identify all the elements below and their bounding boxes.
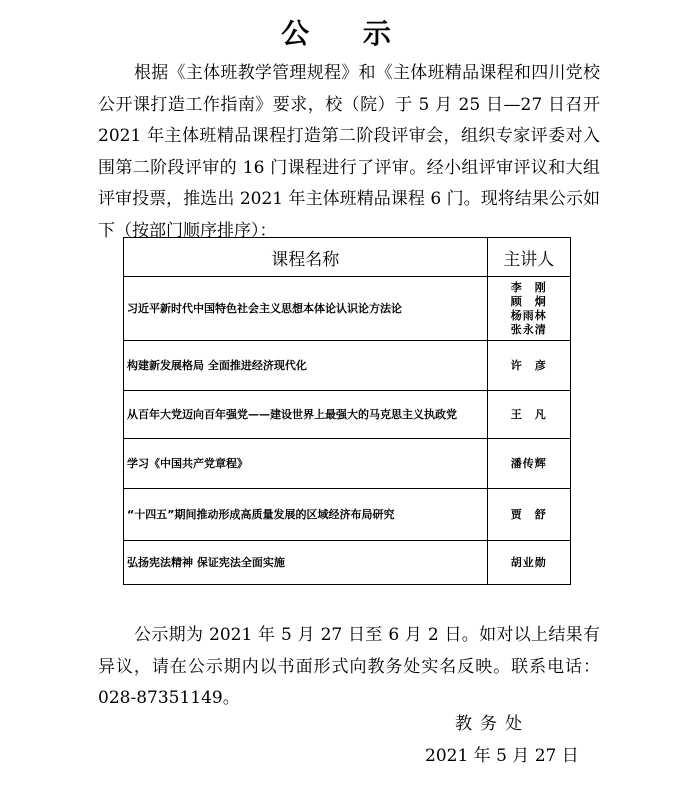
notice-title: 公 示: [281, 17, 413, 50]
lecturer-cell: [487, 439, 570, 489]
lecturer-cell: [487, 541, 570, 585]
course-name: 习近平新时代中国特色社会主义思想本体论认识论方法论: [124, 277, 488, 341]
course-name: 从百年大党迈向百年强党——建设世界上最强大的马克思主义执政党: [124, 391, 488, 439]
lecturer-name: 贾 舒: [510, 507, 547, 521]
intro-paragraph: 根据《主体班教学管理规程》和《主体班精品课程和四川党校公开课打造工作指南》要求，校（院）于 5 月 25 日—27 日召开 2021 年主体班精品课程打造第二阶段评审会，组织专家评委对入围第二阶段评审的 16 门课程进行了评审。经小组评审评议和大组评审投票，推选出 2021 年主体班精品课程 6 门。现将结果公示如下（按部门顺序排序）：: [98, 63, 600, 241]
lecturer-name: 胡业勋: [510, 555, 547, 569]
lecturer-name: 许 彦: [510, 358, 547, 372]
table-row: [124, 541, 571, 585]
lecturer-name: 顾 炯: [510, 294, 547, 308]
table-row: [124, 277, 571, 341]
course-name: 学习《中国共产党章程》: [124, 439, 488, 489]
lecturer-cell: [487, 489, 570, 541]
signature-date: 2021 年 5 月 27 日: [425, 746, 579, 766]
course-table: [123, 237, 571, 585]
signature-org: 教务处: [455, 714, 530, 734]
table-row: [124, 439, 571, 489]
table-row: [124, 341, 571, 391]
course-name: 构建新发展格局 全面推进经济现代化: [124, 341, 488, 391]
course-name: “十四五”期间推动形成高质量发展的区域经济布局研究: [124, 489, 488, 541]
header-course-name: 课程名称: [124, 238, 488, 277]
table-row: [124, 489, 571, 541]
lecturer-cell: [487, 341, 570, 391]
lecturer-cell: [487, 277, 570, 341]
course-name: 弘扬宪法精神 保证宪法全面实施: [124, 541, 488, 585]
lecturer-name: 张永清: [510, 322, 547, 336]
table-row: [124, 391, 571, 439]
lecturer-cell: [487, 391, 570, 439]
header-lecturer: 主讲人: [487, 238, 570, 277]
lecturer-name: 杨雨林: [510, 308, 547, 322]
lecturer-name: 李 刚: [510, 280, 547, 294]
lecturer-name: 王 凡: [510, 407, 547, 421]
closing-paragraph: 公示期为 2021 年 5 月 27 日至 6 月 2 日。如对以上结果有异议，请在公示期内以书面形式向教务处实名反映。联系电话：028-87351149。: [98, 625, 600, 708]
table-header-row: [124, 238, 571, 277]
lecturer-name: 潘传辉: [510, 456, 547, 470]
